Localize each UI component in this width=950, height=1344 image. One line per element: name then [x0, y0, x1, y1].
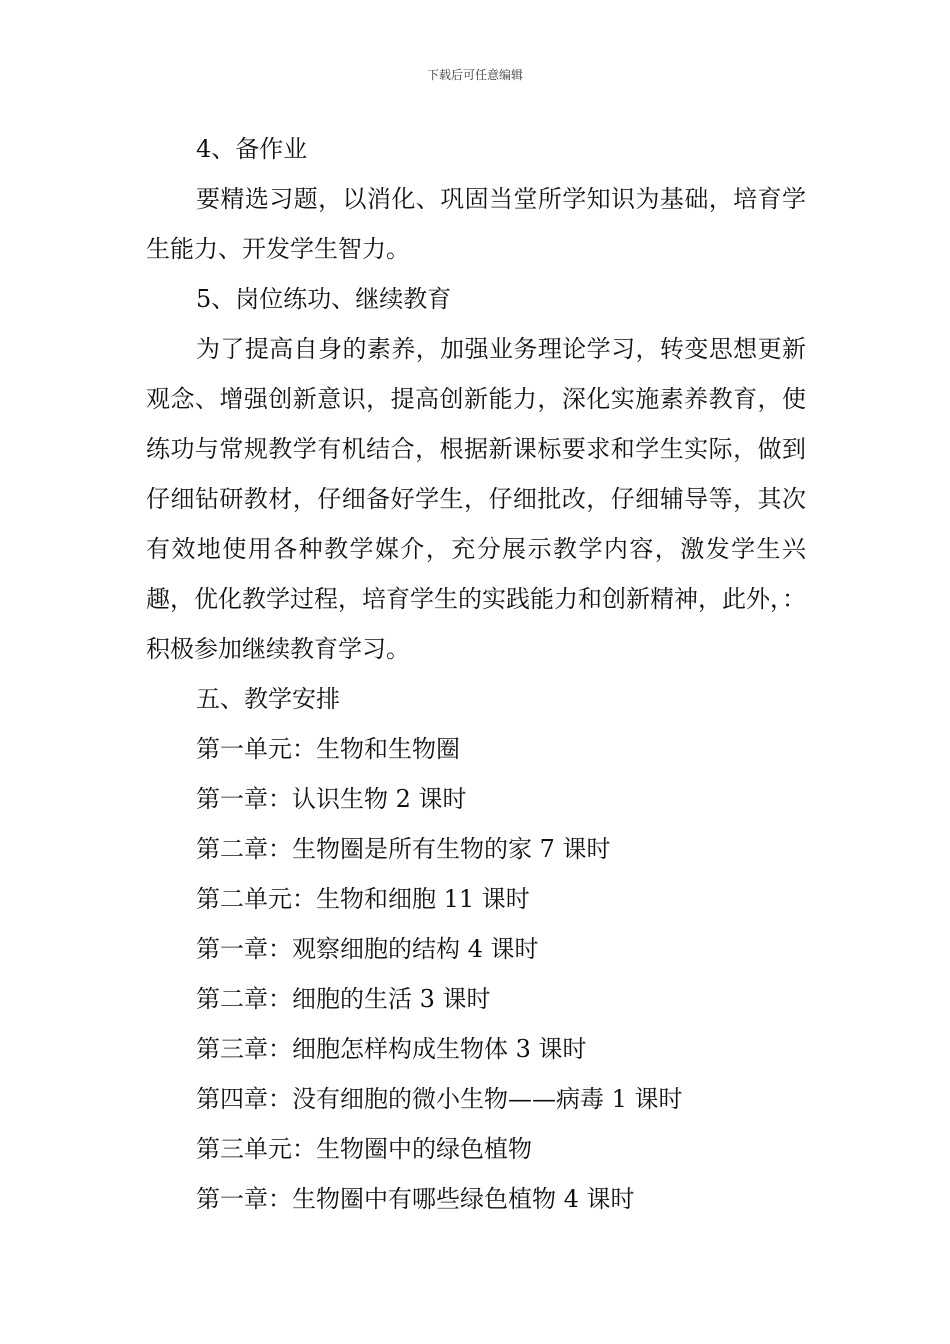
- section-heading-schedule: 五、教学安排: [196, 685, 340, 713]
- unit-2-chapter-3: 第三章：细胞怎样构成生物体 3 课时: [196, 1035, 587, 1063]
- unit-1-chapter-1: 第一章：认识生物 2 课时: [196, 785, 467, 813]
- section-heading-training: 5、岗位练功、继续教育: [196, 285, 452, 313]
- unit-2-title: 第二单元：生物和细胞 11 课时: [196, 885, 530, 913]
- paragraph-homework: 要精选习题，以消化、巩固当堂所学知识为基础，培育学生能力、开发学生智力。: [146, 185, 806, 263]
- unit-1-title: 第一单元：生物和生物圈: [196, 735, 460, 763]
- unit-3-title: 第三单元：生物圈中的绿色植物: [196, 1135, 532, 1163]
- unit-2-chapter-1: 第一章：观察细胞的结构 4 课时: [196, 935, 539, 963]
- section-heading-homework: 4、备作业: [196, 135, 308, 163]
- unit-2-chapter-2: 第二章：细胞的生活 3 课时: [196, 985, 491, 1013]
- unit-2-chapter-4: 第四章：没有细胞的微小生物——病毒 1 课时: [196, 1085, 683, 1113]
- paragraph-training: 为了提高自身的素养，加强业务理论学习，转变思想更新观念、增强创新意识，提高创新能力，深化实施素养教育，使练功与常规教学有机结合，根据新课标要求和学生实际，做到仔细钻研教材，仔细备好学生，仔细批改，仔细辅导等，其次有效地使用各种教学媒介，充分展示教学内容，激发学生兴趣，优化教学过程，培育学生的实践能力和创新精神，此外，：积极参加继续教育学习。: [146, 335, 806, 663]
- unit-3-chapter-1: 第一章：生物圈中有哪些绿色植物 4 课时: [196, 1185, 635, 1213]
- document-body: [146, 124, 806, 1224]
- header-note: 下载后可任意编辑: [426, 68, 523, 82]
- unit-1-chapter-2: 第二章：生物圈是所有生物的家 7 课时: [196, 835, 611, 863]
